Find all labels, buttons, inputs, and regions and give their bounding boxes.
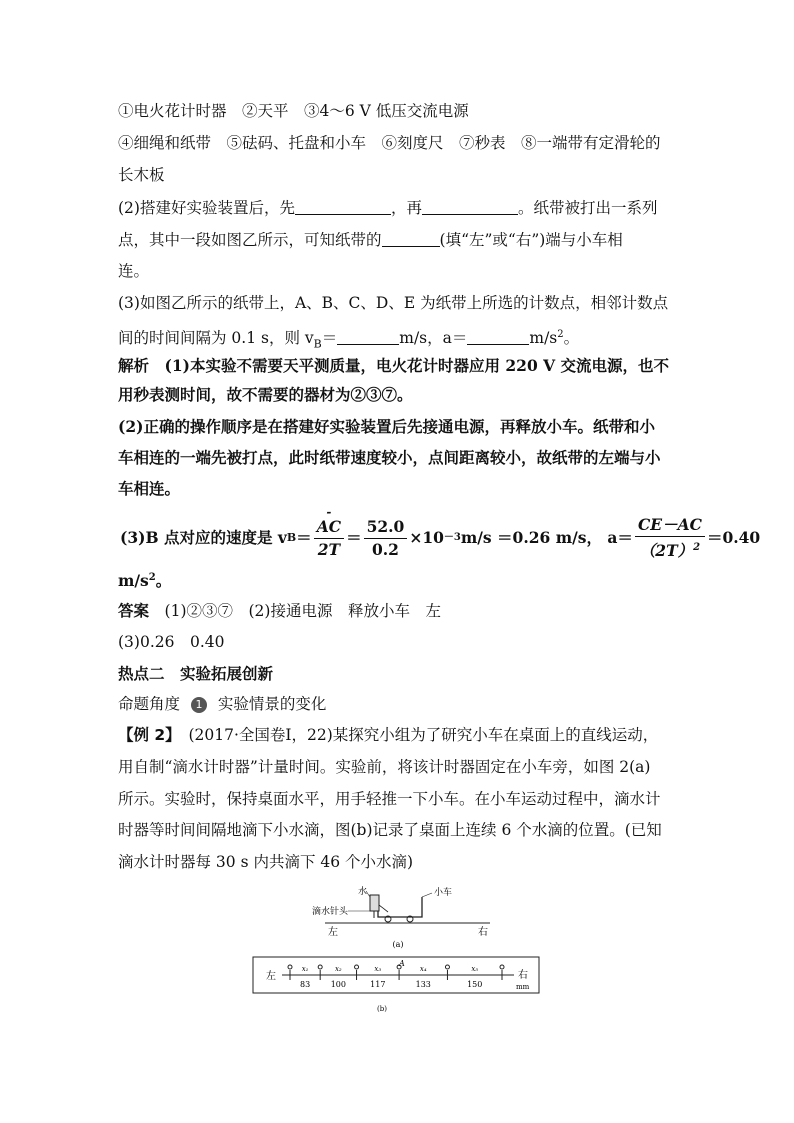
figure-b-right: 右 [518,970,528,981]
example-line-4: 时器等时间间隔地滴下小水滴，图(b)记录了桌面上连续 6 个水滴的位置。(已知 [118,821,662,839]
formula-eq: ＝ [296,528,312,547]
fraction-denominator-text: （2T） [639,541,694,561]
figure-b-caption: (b) [377,1005,387,1013]
figure-label-water: 水 [358,887,368,897]
analysis-line-2: 用秒表测时间，故不需要的器材为②③⑦。 [118,385,413,404]
equipment-line-2: ④细绳和纸带 ⑤砝码、托盘和小车 ⑥刻度尺 ⑦秒表 ⑧一端带有定滑轮的 [118,134,661,152]
segment-value: 133 [415,980,431,989]
segment-label: x₃ [374,965,382,973]
q3-text-b: m/s，a＝ [399,329,468,348]
figure-a-cart-diagram [300,885,500,950]
answer-blank [467,328,529,345]
formula-tail [118,567,171,592]
question-2-line-3: 连。 [118,262,150,280]
answer-blank [382,230,440,247]
answer-blank [337,328,399,345]
analysis-line-5: 车相连。 [118,479,181,498]
water-drop-mark [355,965,359,969]
angle-text: 实验情景的变化 [217,695,327,713]
angle-label: 命题角度 [118,695,181,713]
analysis-label: 解析 [118,357,150,375]
figure-label-drip: 滴水针头 [312,907,349,917]
formula-sub: B [286,531,297,544]
answer-label: 答案 [118,602,150,620]
section-heading: 热点二 实验拓展创新 [118,665,274,683]
example-line-2: 用自制“滴水计时器”计量时间。实验前，将该计时器固定在小车旁，如图 2(a) [118,758,651,776]
segment-labels [302,965,479,973]
equipment-line-3: 长木板 [118,166,165,184]
question-3-line-1: (3)如图乙所示的纸带上，A、B、C、D、E 为纸带上所选的计数点，相邻计数点 [118,294,669,312]
example-line-1 [118,724,658,746]
q3-text-a: 间的时间间隔为 0.1 s，则 v [118,329,314,348]
q3-unit: m/s [529,329,558,348]
water-drop-mark [318,965,322,969]
water-drop-mark [288,965,292,969]
example-line-5: 滴水计时器每 30 s 内共滴下 46 个小水滴) [118,853,414,871]
question-2-line-1 [118,197,658,219]
fraction-52-02 [364,516,408,561]
q2-text-b: ，再 [390,199,422,217]
formula-exp: －3 [443,532,461,543]
fraction-ce-ac [635,514,705,562]
figure-b-point-a: A [399,959,405,968]
analysis-text: (1)本实验不需要天平测质量，电火花计时器应用 220 V 交流电源，也不 [164,356,670,375]
formula-tail-end: 。 [155,571,172,591]
fraction-numerator: - AC [317,516,341,538]
q3-eq: ＝ [321,329,338,348]
segment-label: x₁ [301,965,309,973]
fraction-numerator: 52.0 [364,516,408,539]
q2-text-e: (填“左”或“右”)端与小车相 [439,231,623,249]
q2-text-d: 点，其中一段如图乙所示，可知纸带的 [118,231,382,249]
fraction-numerator: CE－AC [635,514,705,537]
angle-heading [118,693,326,715]
segment-values [300,980,482,989]
formula-end: ＝0.40 [706,528,761,547]
figure-label-cart: 小车 [434,888,453,898]
formula-tail-unit: m/s [118,571,149,591]
cart-icon [378,897,422,917]
fraction-exp: 2 [693,541,701,553]
figure-label-right: 右 [478,927,488,938]
example-line-3: 所示。实验时，保持桌面水平，用手轻推一下小车。在小车运动过程中，滴水计 [118,790,661,808]
segment-value: 83 [299,980,311,989]
example-text: (2017·全国卷Ⅰ，22)某探究小组为了研究小车在桌面上的直线运动， [188,726,659,744]
segment-label: x₂ [334,965,342,973]
q3-sup: 2 [557,329,564,340]
formula-times: ×10 [409,528,444,547]
formula-result: m/s ＝0.26 m/s， a＝ [460,528,633,547]
segment-label: x₅ [471,965,479,973]
answer-blank [295,198,391,215]
formula-eq-2: ＝ [346,528,362,547]
formula-line [120,516,760,560]
analysis-line-4: 车相连的一端先被打点，此时纸带速度较小，点间距离较小，故纸带的左端与小 [118,448,661,467]
answer-text: (1)②③⑦ (2)接通电源 释放小车 左 [164,602,441,620]
formula-intro: (3)B 点对应的速度是 v [120,528,287,547]
answer-line-1 [118,600,441,622]
equipment-line-1: ①电火花计时器 ②天平 ③4～6 V 低压交流电源 [118,102,469,120]
figure-a-caption: (a) [392,940,404,949]
segment-label: x₄ [419,965,427,973]
answer-blank [422,198,518,215]
analysis-line-1 [118,355,669,377]
water-drop-mark [500,965,504,969]
analysis-line-3: (2)正确的操作顺序是在搭建好实验装置后先接通电源，再释放小车。纸带和小 [118,417,655,436]
figure-b-left: 左 [266,971,276,982]
fraction-denominator [635,537,705,562]
q2-text-c: 。纸带被打出一系列 [517,199,658,217]
question-2-line-2 [118,229,623,251]
formula-tail-exp: 2 [148,572,156,583]
fraction-ac-2t [314,516,344,561]
figure-label-left: 左 [328,927,338,938]
example-tag: 【例 2】 [118,726,173,744]
fraction-denominator: 2T [317,539,341,559]
q3-sub: B [313,337,322,351]
segment-value: 100 [330,980,347,989]
angle-number-badge: 1 [191,697,207,713]
fraction-denominator: 0.2 [371,539,399,559]
figure-b-drop-positions [252,955,542,1015]
water-drop-mark [445,965,449,969]
q2-text-a: (2)搭建好实验装置后，先 [118,199,295,217]
segment-value: 117 [370,980,386,989]
segment-value: 150 [467,980,483,989]
q3-end: 。 [563,329,580,348]
figure-b-unit: mm [516,983,530,991]
answer-line-2: (3)0.26 0.40 [118,633,225,651]
question-3-line-2 [118,324,579,355]
